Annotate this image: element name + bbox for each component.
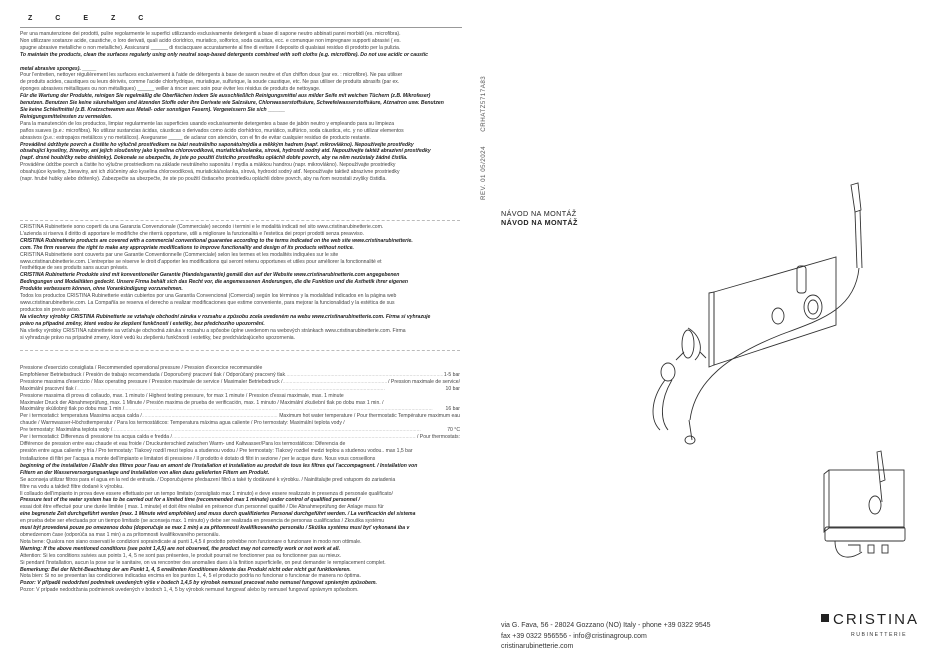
warranty-line: Produkte verbessern können, ohne Vorankündigung vorzunehmen. — [20, 286, 183, 293]
notes-line: Si pendant l'installation, aucun la pose sur le sanitaire, on va rencontrer des anomalies dues à la finition superficielle, on peut demander le remplacement complet. — [20, 559, 386, 566]
mini-hand-shower — [877, 451, 885, 482]
cleaning-line: abrasivos (p.e.: estropajos metálicos y no metálicos). Asegurarse _____ de aclarar con atención, con el fin de evitar cualquier residuo de producto restante. — [20, 134, 371, 141]
warranty-line: Na všetky výrobky CRISTINA rubinetterie sa vzťahuje obchodná záruka v rozsahu a spôsobe úplne uvedenom na webových stránkach www.cristinarubinetterie.com. Firma — [20, 327, 406, 334]
spec-label: Maximální pracovní tlak / — [20, 385, 77, 392]
warranty-line: Na všechny výrobky CRISTINA Rubinetterie se vztahuje obchodní záruka v rozsahu a způsobu zcela uvedeném na webu www.cristinarubinetterie.com. Firma si vyhrazuje — [20, 313, 431, 320]
notes-line: Se aconseja utilizar filtros para el agua en la red de entrada. / Doporučujeme předsazení filtrů a také ty dodávané k výrobku. / Nainštalujte pred vstupom do zariadenia — [20, 476, 396, 483]
logo-square-icon — [821, 614, 829, 622]
notes-line: Attention: Si les conditions suivies aux points 1, 4, 5 ne sont pas présentes, le produit pourrait ne fonctionner pas ou fonctionner pas au mieux. — [20, 552, 342, 559]
cleaning-line: Pour l'entretien, nettoyer régulièrement les surfaces exclusivement à l'aide de détergents à base de savon neutre et d'un chiffon doux (par ex. : microfibre). Ne pas utiliser — [20, 72, 403, 79]
logo-subtitle: RUBINETTERIE — [851, 632, 908, 638]
notes-line: beginning of the installation / Établir des filtres pour l'eau en amont de l'installation et installation au produit de tous les filtres qui l'accompagnent. / Installation von — [20, 462, 418, 469]
valve-plate-front — [829, 470, 904, 528]
spec-value: 16 bar — [445, 406, 460, 413]
cleaning-line: Non utilizzare sostanze acide, caustiche, o loro derivati, quali acido cloridrico, muriatico, solforico, soda caustica, ecc. e comunque non impregnare supporti abrasivi ( es. — [20, 37, 401, 44]
website-link[interactable]: cristinarubinetterie.com — [501, 643, 574, 650]
cleaning-line: To maintain the products, clean the surfaces regularly using only neutral soap-based detergents combined with soft cloths (e.g. microfibre). Do not use acidic or caustic — [20, 51, 428, 58]
shower-holder — [797, 266, 806, 293]
warranty-line: l'esthétique de ses produits sans aucun préavis. — [20, 265, 129, 272]
title-line-1: NÁVOD NA MONTÁŽ — [501, 209, 577, 218]
warranty-line: productos sin previo aviso. — [20, 306, 81, 313]
spec-label: Per i termostatici: temperatura Massima acqua calda / — [20, 413, 142, 420]
spec-label: Maximálny skúšobný tlak po dobu max 1 min / — [20, 406, 125, 413]
notes-line: Filtern an der Wasserversorgungsanlage und Installation von allen dazu gelieferten Filtern am Produkt. — [20, 469, 270, 476]
spec-label: chaude / Warmwasser-Höchsttemperatur / Para los termostáticos: Temperatura máxima agua caliente / Pro termostaty: Maximální teplota vody / — [20, 420, 345, 427]
warranty-line: CRISTINA Rubinetterie sont couverts par une Garantie Conventionnelle (Commerciale) selon les termes et les modalités indiquées sur le site — [20, 251, 339, 258]
notes-line: obmedzenom čase (odporúča sa max 1 min) a za prítomnosti kvalifikovaného personálu. — [20, 531, 220, 538]
notes-line: en prueba debe ser efectuada por un tiempo limitado (se aconseja max. 1 minuto) y debe ser realizada en presencia de personas cualificadas / Zkouška systému — [20, 518, 385, 525]
notes-line: Pozor: V prípade nedodržania podmienok uvedených v bodoch 1, 4, 5 by výrobok nemusel fungovať alebo by nemusel fungovať správnym spôsobom. — [20, 587, 359, 594]
cleaning-line: obsahujúce kyseliny, žieraviny, ani ich zlúčeniny ako kyselina chlorovodíková, muriatická/solanka, sírová, hydroxid sodný atď. Nepoužívajte taktiež abrazívne prostriedky — [20, 169, 400, 176]
header-letter: Z — [111, 15, 117, 22]
spec-label: Pressione d'esercizio consigliata / Recommended operational pressure / Pression d'exercice recommandée — [20, 365, 263, 371]
spec-label: Maximaler Druck der Abnahmeprüfung, max. 1 Minute / Presión maxima de prueba de verificación, max. 1 minuto / Maximální zkušební tlak po dobu max 1 min. / — [20, 399, 384, 406]
diverter-knob — [772, 308, 784, 324]
warranty-line: si vyhradzuje právo na prípadné zmeny, ktoré vedú ku zlepšeniu funkčnosti i estetiky, bez predchádzajúceho upozornenia. — [20, 334, 296, 341]
notes-line: Il collaudo dell'impianto in prova deve essere effettuato per un tempo limitato (consigliato max 1 minuto) e deve essere realizzato in presenza di personale qualificato/ — [20, 490, 393, 497]
spec-label: presión entre agua caliente y fría / Pro termostaty: Tlakový rozdíl mezi teplou a studenou vodou / Pre termostaty: Tlakový rozdiel medzi teplou a studenou vodou.. max 1,5 bar — [20, 447, 413, 454]
warranty-line: L'azienda si riserva il diritto di apportare le modifiche che riterrà opportune, utili a migliorare la funzionalità e l'estetica dei propri prodotti senza preavviso. — [20, 230, 364, 237]
fax-email-line: fax +39 0322 956556 - info@cristinagroup.com — [501, 632, 647, 640]
mini-spout — [835, 541, 862, 557]
warranty-line: www.cristinarubinetterie.com. La Compañía se reserva el derecho a realizar modificaciones que estime conveniente, para mejorar la funcionalidad y la estética de sus — [20, 299, 395, 306]
notes-line: Nota bene: Qualora non siano osservati le condizioni sopraindicate ai punti 1,4,5 il prodotto potrebbe non funzionare o funzionare in modo non ottimale. — [20, 538, 362, 545]
spec-value: / Pour thermostats: — [416, 434, 460, 441]
spec-label: Pre termostaty: Maximálna teplota vody / — [20, 427, 113, 434]
cleaning-line: de produits acides, caustiques ou leurs dérivés, comme l'acide chlorhydrique, muriatique, sulfurique, la soude caustique, etc. Ne pas utiliser de produits abrasifs (par ex. — [20, 79, 400, 86]
cleaning-line: éponges abrasives métalliques ou non métalliques) ______ veiller à rincer avec soin pour éviter les résidus de produits de nettoyage. — [20, 86, 321, 93]
cleaning-line: paños suaves (p.e.: microfibra). No utilizar sustancias ácidas, cáusticas o derivados como ácido clorhídrico, muriático, sulfúrico, soda cáustica, etc. y no utilizar elementos — [20, 127, 404, 134]
control-knob — [804, 295, 822, 319]
notes-line: essai doit être effectué pour une durée limitée ( max. 1 minute) et doit être réalisé en présence d'un personnel qualifié / Die Abnahmeprüfung der Anlage muss für — [20, 504, 384, 511]
cleaning-line: Para la manutención de los productos, limpiar regularmente las superficies usando exclusivamente detergentes a base de jabón neutro y empleando para su limpieza — [20, 120, 395, 127]
contact-info — [501, 621, 711, 653]
cleaning-line: Prováděné údržbyte povrch a čistěte ho výlučně prostředkem na bázi neutrálního saponátu/mýdla a měkkým hadrem (např. mikrovlákno). Nepoužívejte prostředky — [20, 141, 414, 148]
title-line-2: NÁVOD NA MONTÁŽ — [501, 218, 578, 227]
wall-plate — [714, 257, 836, 365]
notes-line: Nota bien: Si no se presentan las condiciones indicadas encima en los puntos 1, 4, 5 el producto podría no funcionar o funcionar de manera no óptima. — [20, 573, 361, 580]
notes-line: Pressure test of the water system has to be carried out for a limited time (recommended max 1 minute) under control of qualified personnel / — [20, 497, 360, 504]
warranty-line: Todos los productos CRISTINA Rubinetterie están cubiertos por una Garantía Convencional (Comercial) según los términos y la modalidad indicados en la página web — [20, 293, 397, 300]
warranty-line: Bedingungen und Modalitäten gedeckt. Unsere Firma behält sich das Recht vor, die angemessenen Änderungen, die die Funktion und die Ästhetik ihrer eigenen — [20, 279, 409, 286]
address-line: via G. Fava, 56 - 28024 Gozzano (NO) Italy - phone +39 0322 9545 — [501, 622, 711, 629]
spec-label: Empfohlener Betriebsdruck / Presión de trabajo recomendada / Doporučený pracovní tlak / Odporúčaný pracovný tlak — [20, 371, 286, 378]
header-letter: E — [83, 15, 90, 22]
warranty-line: www.cristinarubinetterie.com. L'entreprise se réserve le droit d'apporter les modifications qui seront retenu opportunes et utiles pour améliorer la fonctionnalité et — [20, 258, 382, 265]
spec-value: Maximum hot water temperature / Pour thermostatic Température maximum eau — [279, 413, 460, 420]
cleaning-line: Sie keine Schleifmittel (z.B. Kratzschwamm aus Metall- oder sonstigen Fasern). Vergewissern Sie sich ______ — [20, 106, 286, 113]
logo-name: CRISTINA — [833, 611, 920, 628]
cleaning-line: (napr. hrubé hubky alebo drôtenky). Zabezpečte sa ubezpečte, že ste po použití čistiaceho prostriedku opláchli dobre povrch, aby na ňom nezostali zvyšky čistidla. — [20, 176, 387, 183]
notes-line: musí být provedená pouze po omezenou dobu (doporučuje se max 1 min) a za přítomnosti kvalifikovaného personálu / Skúška systému musí byť vykonaná iba v — [20, 525, 410, 532]
header-letter: C — [55, 15, 62, 22]
shower-hose — [690, 268, 859, 420]
cleaning-line: (např. drsné houbičky nebo drátěnky). Dokonale se ubezpečte, že jste po použití čisticího prostředku opláchli dobře povrch, aby na něm nezůstaly žádné čistila. — [20, 155, 408, 162]
cleaning-line: metal abrasive sponges). _____ — [20, 65, 97, 72]
spec-value: 70 °C — [447, 427, 460, 434]
cleaning-line: Reinigungsmittelresten zu vermeiden. — [20, 113, 112, 120]
warranty-line: com. The firm reserves the right to make any appropriate modifications to improve functionality and design of its products without notice. — [20, 244, 354, 251]
product-code: CRHATZ5717A83 — [480, 75, 487, 132]
brand-logo — [833, 611, 920, 638]
spec-label: Pressione massima di prova di collaudo, max. 1 minuto / Highest testing pressure, for max 1 minute / Pression d'essai maximale, max. 1 minute — [20, 392, 344, 399]
notes-line: Bemerkung: Bei der Nicht-Beachtung der am Punkt 1, 4, 5 erwähnten Konditionen könnte das Produkt nicht oder nicht gut funktionieren. — [20, 566, 351, 573]
warranty-line: CRISTINA Rubinetterie products are covered with a commercial conventional guarantee according to the terms indicated on the web site www.cristinarubinetterie. — [20, 237, 413, 244]
warranty-line: CRISTINA Rubinetterie Produkte sind mit konventioneller Garantie (Handelsgarantie) gemäß den auf der Website www.cristinarubinetterie.com angegebenen — [20, 272, 400, 279]
notes-line: Installazione di filtri per l'acqua a monte dell'impianto e limitatori di pressione / Il prodotto è dotato di filtri in sezione / per le acque dure. Nous vous conseillons — [20, 456, 376, 462]
mini-knob — [869, 496, 881, 514]
spec-label: Pressione massima d'esercizio / Max operating pressure / Pression maximale de service / Maximaler Betriebsdruck / — [20, 378, 283, 385]
revision-label: REV. 01 05/2024 — [480, 145, 487, 200]
cleaning-line: benutzen. Benutzen Sie keine säurehaltigen und ätzenden Stoffe oder ihre Derivate wie Salzsäure, Chlorwasserstoffsäure, Schwefelwasserstoffsäure, Ätznatron usw. Benutzen — [20, 100, 444, 107]
cleaning-line: Per una manutenzione dei prodotti, pulire regolarmente le superfici utilizzando esclusivamente detergenti a base di sapone neutro abbinati panni morbidi (es. microfibra). — [20, 31, 401, 37]
cleaning-line: spugne abrasive metalliche o non metalliche). Assicurarsi ______ di risciacquare accuratamente al fine di evitare il deposito di qualsiasi residuo di prodotto per la pulizia. — [20, 44, 401, 51]
spec-value: / Pression maximale de service/ — [388, 378, 460, 385]
notes-line: filtre na vodu a taktiež filtre dodané k výrobku. — [20, 483, 124, 490]
spec-label: Différence de pression entre eau chaude et eau froide / Druckunterschied zwischen Warm- und Kaltwasser/Para los termostáticos: Diferencia de — [20, 440, 346, 447]
notes-line: Pozor: V případě nedodržení podmínek uvedených výše v bodech 1,4,5 by výrobek nemusel pracovat nebo nemusel fungovat správným způsobem. — [20, 580, 377, 587]
cleaning-line: Prováděne údržbe povrch a čistite ho výlučne prostriedkom na základe neutrálneho saponátu / mydla a mäkkou handrou (napr. mikrovlákno). Nepoužívajte prostriedky — [20, 162, 396, 169]
spec-label: Per i termostatici: Differenza di pressione tra acqua calda e fredda / — [20, 434, 172, 441]
header-letter: C — [138, 15, 145, 22]
header-letter: Z — [28, 15, 34, 22]
warranty-line: právo na případné změny, které vedou ke zlepšení funkčnosti i estetiky, bez předchozího upozornění. — [20, 320, 265, 327]
hand-shower — [851, 183, 861, 212]
cleaning-line: Für die Wartung der Produkte, reinigen Sie regelmäßig die Oberflächen indem Sie ausschließlich Reinigungsmittel aus milder Seife mit weichen Tüchern (z.B. Mikrofaser) — [20, 93, 431, 100]
cleaning-line: obsahující kyseliny, žíraviny, ani jejich sloučeniny jako kyselina chlorovodíková, muriatická/solanka, sírová, hydroxid sodný atd. Nepoužívejte taktéž abrazivní prostředky — [20, 148, 431, 155]
spec-value: 1-5 bar — [443, 371, 460, 378]
notes-line: eine begrenzte Zeit durchgeführt werden (max. 1 Minute wird empfohlen) und muss durch qualifiziertes Personal durchgeführt werden. / La verificación del sistema — [20, 511, 416, 518]
spec-value: 10 bar — [445, 385, 460, 392]
notes-line: Warning: If the above mentioned conditions (see point 1,4,5) are not observed, the product may not correctly work or not work at all. — [20, 545, 341, 552]
warranty-line: CRISTINA Rubinetterie sono coperti da una Garanzia Convenzionale (Commerciale) secondo i termini e le modalità indicati nel sito www.cristinarubinetterie.com. — [20, 224, 384, 230]
